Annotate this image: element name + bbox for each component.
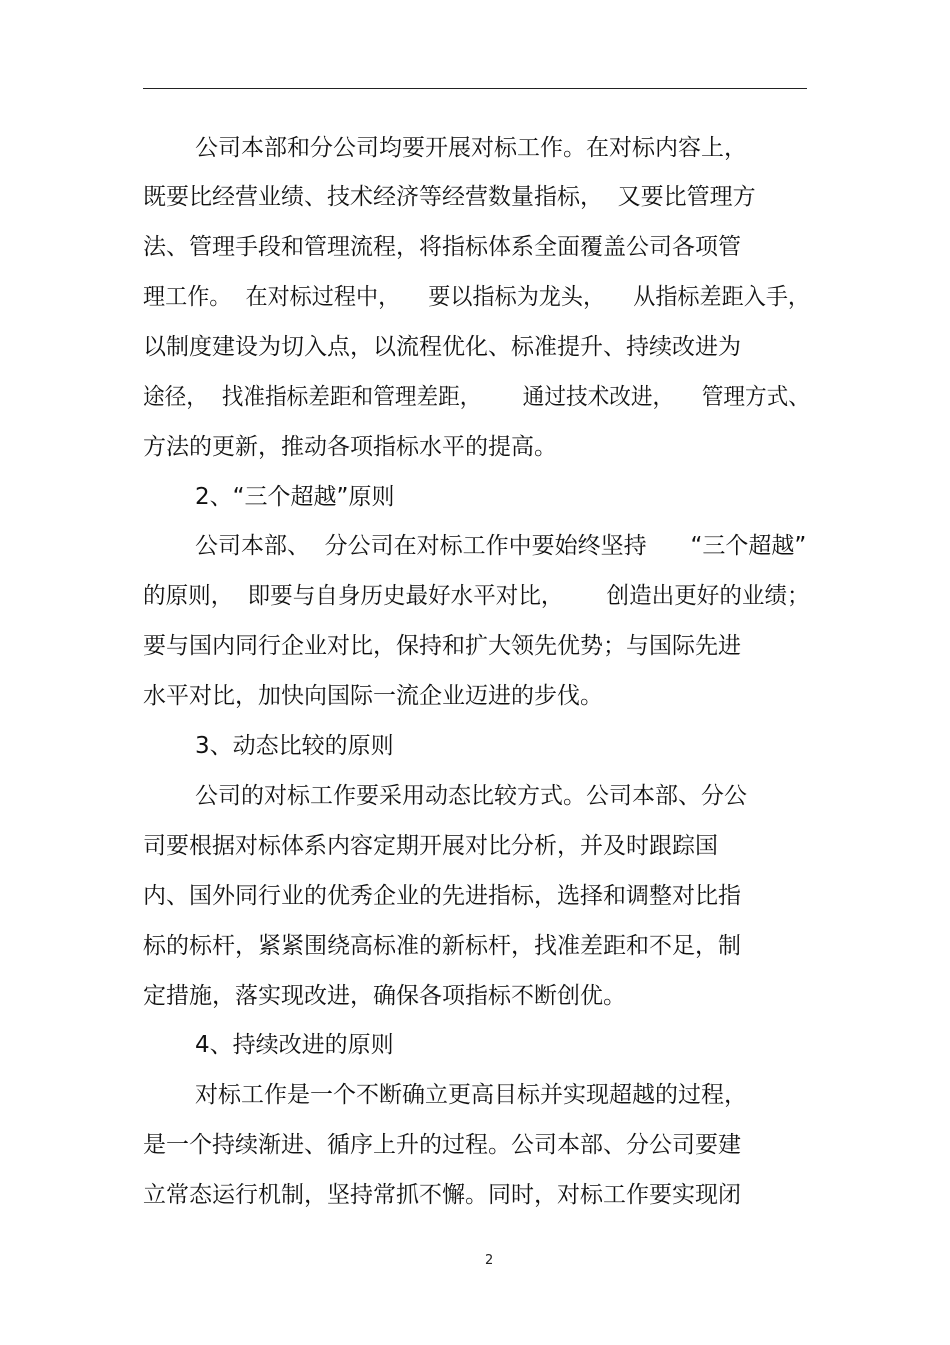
paragraph-line: 是一个持续渐进、循序上升的过程。公司本部、分公司要建 xyxy=(143,1132,741,1158)
paragraph-line: 水平对比，加快向国际一流企业迈进的步伐。 xyxy=(143,683,603,709)
paragraph-line: 定措施，落实现改进，确保各项指标不断创优。 xyxy=(143,983,626,1009)
paragraph-line: 公司本部和分公司均要开展对标工作。在对标内容上， xyxy=(195,135,747,161)
section-heading: 2、“三个超越”原则 xyxy=(195,484,395,510)
section-heading: 3、动态比较的原则 xyxy=(195,733,394,759)
paragraph-line: 对标工作是一个不断确立更高目标并实现超越的过程， xyxy=(195,1082,747,1108)
paragraph-line: 途径， 找准指标差距和管理差距， 通过技术改进， 管理方式、 xyxy=(143,384,810,410)
paragraph-line: 的原则， 即要与自身历史最好水平对比， 创造出更好的业绩； xyxy=(143,583,810,609)
paragraph-line: 标的标杆，紧紧围绕高标准的新标杆，找准差距和不足，制 xyxy=(143,933,741,959)
paragraph-line: 方法的更新，推动各项指标水平的提高。 xyxy=(143,434,557,460)
page-number: 2 xyxy=(485,1253,494,1268)
paragraph-line: 司要根据对标体系内容定期开展对比分析，并及时跟踪国 xyxy=(143,833,718,859)
paragraph-line: 内、国外同行业的优秀企业的先进指标，选择和调整对比指 xyxy=(143,883,741,909)
paragraph-line: 理工作。 在对标过程中， 要以指标为龙头， 从指标差距入手， xyxy=(143,284,811,310)
paragraph-line: 公司的对标工作要采用动态比较方式。公司本部、分公 xyxy=(195,783,747,809)
paragraph-line: 公司本部、 分公司在对标工作中要始终坚持 “三个超越” xyxy=(195,533,807,559)
header-rule xyxy=(143,88,807,89)
paragraph-line: 既要比经营业绩、技术经济等经营数量指标， 又要比管理方 xyxy=(143,184,756,210)
paragraph-line: 要与国内同行企业对比，保持和扩大领先优势；与国际先进 xyxy=(143,633,741,659)
paragraph-line: 立常态运行机制，坚持常抓不懈。同时，对标工作要实现闭 xyxy=(143,1182,741,1208)
paragraph-line: 法、管理手段和管理流程，将指标体系全面覆盖公司各项管 xyxy=(143,234,741,260)
paragraph-line: 以制度建设为切入点，以流程优化、标准提升、持续改进为 xyxy=(143,334,741,360)
section-heading: 4、持续改进的原则 xyxy=(195,1032,394,1058)
